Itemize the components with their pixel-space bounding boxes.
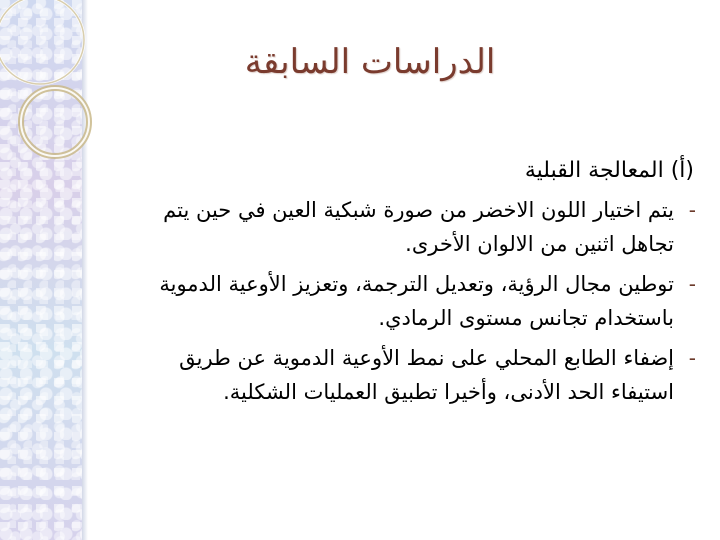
bullet-item (140, 267, 700, 335)
bullet-item (140, 193, 700, 261)
bullet-dash-icon: - (688, 346, 696, 370)
bullet-list (140, 193, 700, 409)
slide-content (140, 158, 700, 415)
bullet-dash-icon: - (688, 272, 696, 296)
ring-outer-gold (0, 0, 84, 84)
bullet-text: إضفاء الطابع المحلي على نمط الأوعية الدموية عن طريق استيفاء الحد الأدنى، وأخيرا تطبيق العمليات الشكلية. (179, 346, 674, 404)
ring-lower-white (21, 88, 89, 156)
bullet-dash-icon: - (688, 198, 696, 222)
bullet-text: توطين مجال الرؤية، وتعديل الترجمة، وتعزيز الأوعية الدموية باستخدام تجانس مستوى الرمادي. (159, 272, 674, 330)
subheading: (أ) المعالجة القبلية (524, 158, 694, 183)
bullet-item (140, 341, 700, 409)
slide-title: الدراسات السابقة (244, 42, 496, 82)
bullet-text: يتم اختيار اللون الاخضر من صورة شبكية العين في حين يتم تجاهل اثنين من الالوان الأخرى. (163, 198, 674, 256)
